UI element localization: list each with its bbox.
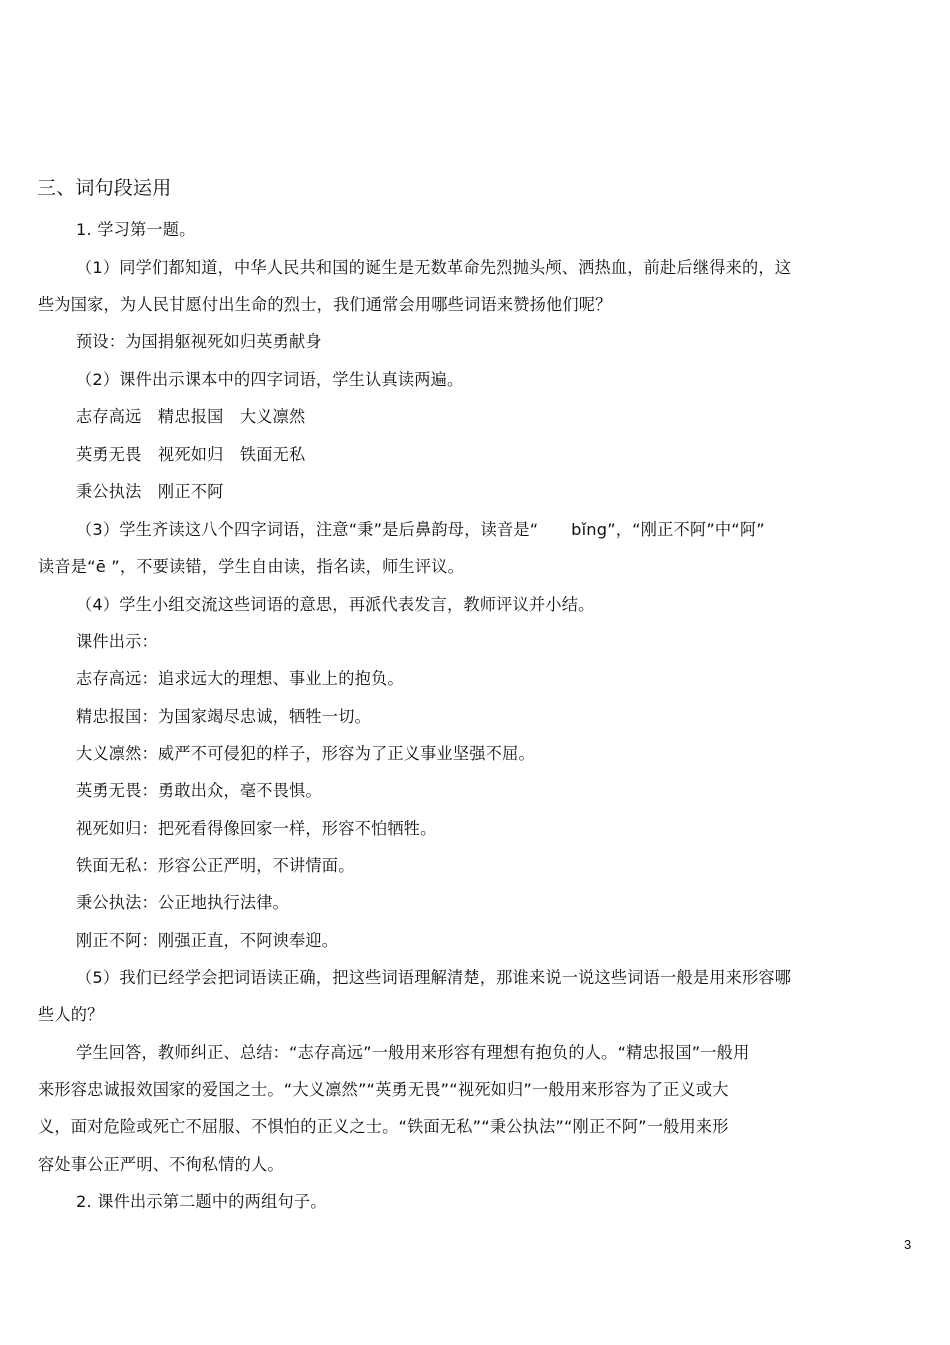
paragraph-line: 精忠报国：为国家竭尽忠诚，牺牲一切。 bbox=[76, 707, 371, 726]
paragraph-line: 志存高远 精忠报国 大义凛然 bbox=[76, 407, 306, 426]
paragraph-line: 英勇无畏 视死如归 铁面无私 bbox=[76, 445, 306, 464]
paragraph-line: 读音是“ē ”，不要读错，学生自由读，指名读，师生评议。 bbox=[38, 557, 464, 576]
paragraph-line: 志存高远：追求远大的理想、事业上的抱负。 bbox=[76, 669, 404, 688]
paragraph-line: 大义凛然：威严不可侵犯的样子，形容为了正义事业坚强不屈。 bbox=[76, 744, 535, 763]
paragraph-line: 秉公执法：公正地执行法律。 bbox=[76, 893, 290, 912]
paragraph-line: （1）同学们都知道，中华人民共和国的诞生是无数革命先烈抛头颅、洒热血，前赴后继得来的，这 bbox=[76, 258, 792, 277]
section-heading: 三、词句段运用 bbox=[37, 177, 172, 199]
paragraph-line: 些为国家，为人民甘愿付出生命的烈士，我们通常会用哪些词语来赞扬他们呢？ bbox=[38, 295, 612, 314]
paragraph-line: 1. 学习第一题。 bbox=[76, 220, 196, 239]
paragraph-line: 刚正不阿：刚强正直，不阿谀奉迎。 bbox=[76, 931, 339, 950]
paragraph-line: 义，面对危险或死亡不屈服、不惧怕的正义之士。“铁面无私”“秉公执法”“刚正不阿”一般用来形 bbox=[38, 1117, 729, 1136]
paragraph-line: （2）课件出示课本中的四字词语，学生认真读两遍。 bbox=[76, 370, 464, 389]
paragraph-line: （4）学生小组交流这些词语的意思，再派代表发言，教师评议并小结。 bbox=[76, 595, 595, 614]
paragraph-line: 秉公执法 刚正不阿 bbox=[76, 482, 224, 501]
paragraph-line: 来形容忠诚报效国家的爱国之士。“大义凛然”“英勇无畏”“视死如归”一般用来形容为了正义或大 bbox=[38, 1080, 729, 1099]
paragraph-line: 铁面无私：形容公正严明，不讲情面。 bbox=[76, 856, 355, 875]
paragraph-line: 些人的？ bbox=[38, 1005, 104, 1024]
paragraph-line: 英勇无畏：勇敢出众，毫不畏惧。 bbox=[76, 781, 322, 800]
paragraph-line: 视死如归：把死看得像回家一样，形容不怕牺牲。 bbox=[76, 819, 437, 838]
paragraph-line: 2. 课件出示第二题中的两组句子。 bbox=[76, 1192, 327, 1211]
paragraph-line: （5）我们已经学会把词语读正确，把这些词语理解清楚，那谁来说一说这些词语一般是用来形容哪 bbox=[76, 968, 792, 987]
page-number: 3 bbox=[904, 1237, 912, 1252]
paragraph-line: 预设：为国捐躯视死如归英勇献身 bbox=[76, 332, 322, 351]
paragraph-line: 容处事公正严明、不徇私情的人。 bbox=[38, 1155, 284, 1174]
paragraph-line: 学生回答，教师纠正、总结：“志存高远”一般用来形容有理想有抱负的人。“精忠报国”一般用 bbox=[76, 1043, 750, 1062]
paragraph-line: 课件出示： bbox=[76, 632, 158, 651]
paragraph-line: （3）学生齐读这八个四字词语，注意“秉”是后鼻韵母，读音是“ bǐng”，“刚正不阿”中“阿” bbox=[76, 520, 765, 539]
